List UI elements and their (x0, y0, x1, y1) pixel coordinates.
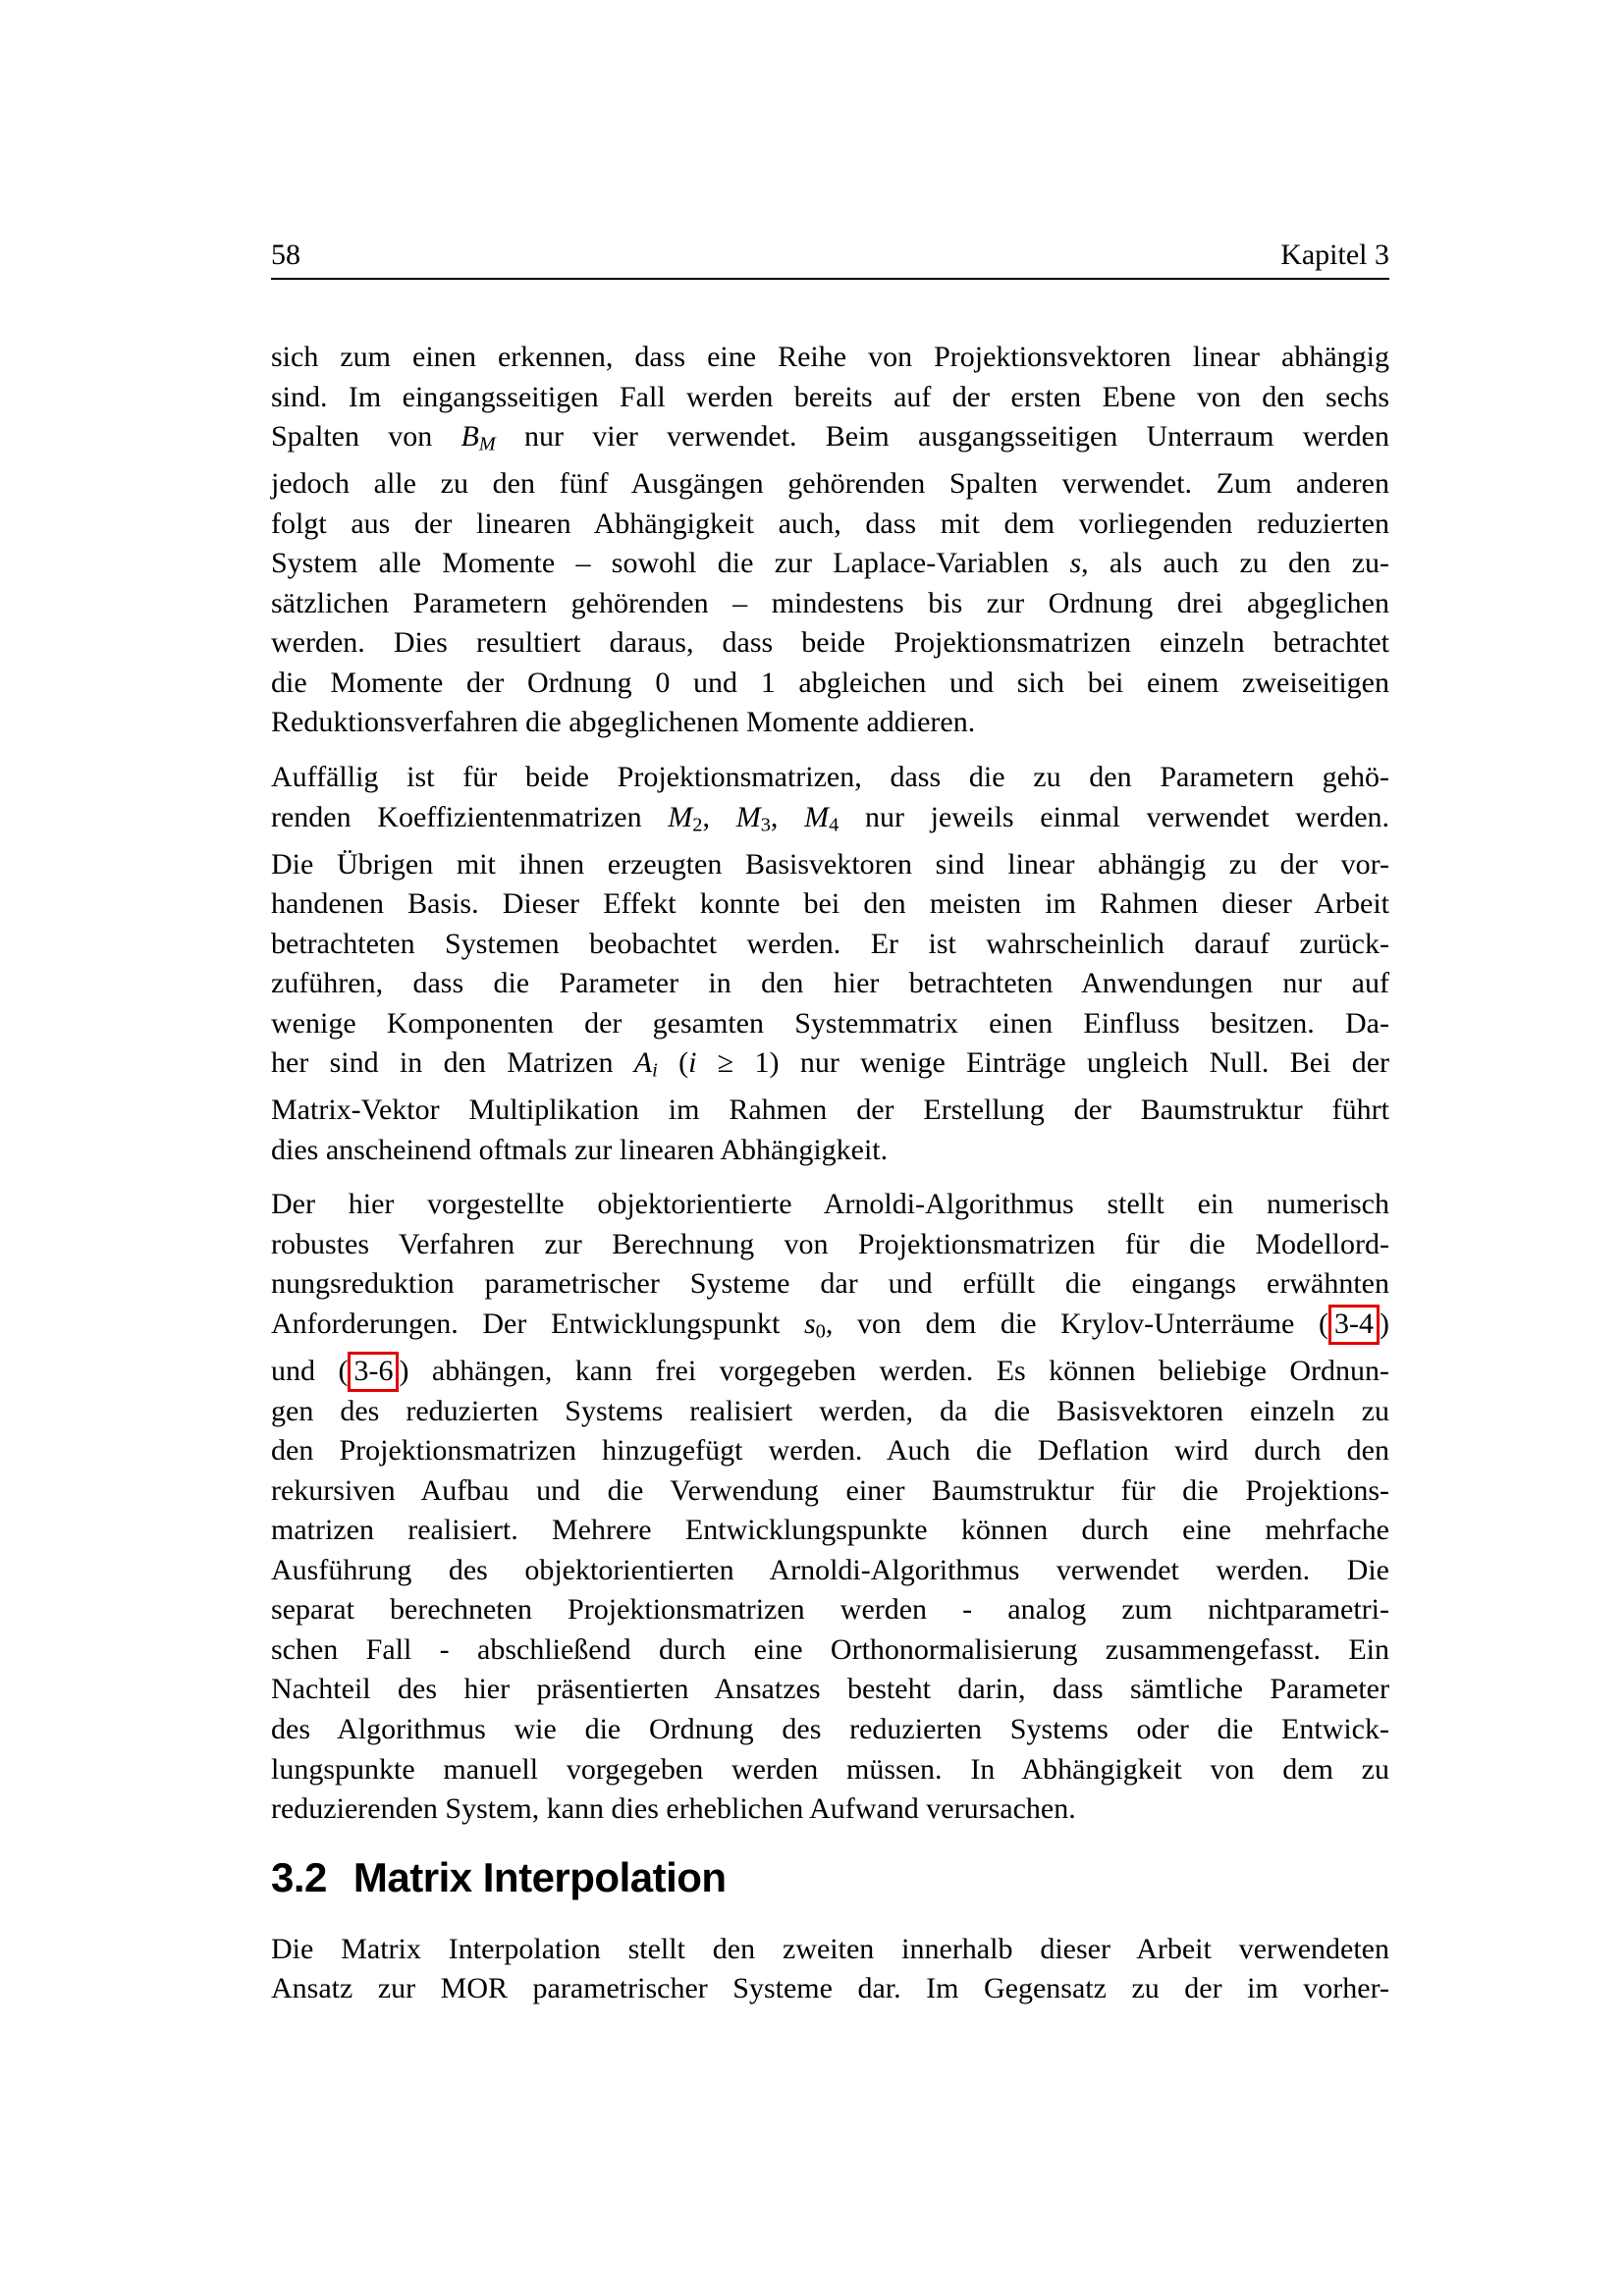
text-run: nungsreduktion parametrischer Systeme dar und erfüllt die eingangs erwähnten (271, 1267, 1389, 1301)
text-run: betrachteten Systemen beobachtet werden. Er ist wahrscheinlich darauf zurück- (271, 927, 1389, 960)
text-run: Matrix-Vektor Multiplikation im Rahmen der Erstellung der Baumstruktur führt (271, 1094, 1389, 1127)
math-subscript: 0 (815, 1320, 826, 1343)
paragraph (271, 758, 1389, 1170)
math-symbol: M (735, 800, 761, 833)
text-line (271, 964, 1389, 1004)
math-symbol: s (803, 1308, 816, 1341)
text-line (271, 1264, 1389, 1305)
text-run: sich zum einen erkennen, dass eine Reihe von Projektionsvektoren linear abhängig (271, 341, 1389, 373)
equation-ref-link[interactable]: 3-4 (1328, 1305, 1380, 1345)
text-run: werden. Dies resultiert daraus, dass beide Projektionsmatrizen einzeln betrachtet (271, 626, 1389, 660)
running-header (271, 240, 1389, 271)
text-run: ) abhängen, kann frei vorgegeben werden. Es können beliebige Ordnun- (399, 1355, 1389, 1388)
math-symbol: i (688, 1046, 697, 1080)
text-run: und ( (271, 1355, 349, 1388)
text-line (271, 1750, 1389, 1790)
text-run: Ausführung des objektorientierten Arnoldi-Algorithmus verwendet werden. Die (271, 1553, 1389, 1586)
paragraph (271, 338, 1389, 743)
paragraph (271, 1930, 1389, 2009)
text-line (271, 1630, 1389, 1671)
text-line (271, 1091, 1389, 1131)
text-run: Auffällig ist für beide Projektionsmatrizen, dass die zu den Parametern gehö- (271, 760, 1389, 793)
text-line (271, 1392, 1389, 1432)
text-line (271, 798, 1389, 845)
text-run: nur vier verwendet. Beim ausgangsseitigen Unterraum werden (495, 420, 1389, 454)
text-run: schen Fall - abschließend durch eine Orthonormalisierung zusammengefasst. Ein (271, 1632, 1389, 1666)
text-line (271, 1004, 1389, 1044)
math-subscript: 3 (760, 813, 771, 835)
text-run: ≥ 1) nur wenige Einträge ungleich Null. Bei der (696, 1046, 1390, 1080)
text-run: robustes Verfahren zur Berechnung von Projektionsmatrizen für die Modellord- (271, 1227, 1389, 1260)
text-run: dies anscheinend oftmals zur linearen Abhängigkeit. (271, 1133, 889, 1166)
text-line (271, 338, 1389, 378)
text-run: , von dem die Krylov-Unterräume ( (825, 1308, 1328, 1341)
text-run: wenige Komponenten der gesamten Systemmatrix einen Einfluss besitzen. Da- (271, 1006, 1389, 1040)
text-run: handenen Basis. Dieser Effekt konnte bei den meisten im Rahmen dieser Arbeit (271, 887, 1389, 921)
text-run: System alle Momente – sowohl die zur Laplace-Variablen (271, 547, 1070, 580)
text-run: den Projektionsmatrizen hinzugefügt werden. Auch die Deflation wird durch den (271, 1434, 1389, 1468)
text-run: ( (657, 1046, 689, 1080)
text-run: zuführen, dass die Parameter in den hier betrachteten Anwendungen nur auf (271, 967, 1389, 1000)
text-run: Reduktionsverfahren die abgeglichenen Momente addieren. (271, 706, 976, 739)
text-run: separat berechneten Projektionsmatrizen werden - analog zum nichtparametri- (271, 1593, 1389, 1627)
text-line (271, 1590, 1389, 1630)
text-line (271, 1185, 1389, 1225)
text-line (271, 1305, 1389, 1352)
text-line (271, 1431, 1389, 1471)
text-run: , (702, 800, 736, 833)
math-symbol: s (1069, 547, 1082, 580)
math-subscript: i (652, 1059, 658, 1082)
text-line (271, 544, 1389, 584)
text-run: des Algorithmus wie die Ordnung des reduzierten Systems oder die Entwick- (271, 1712, 1389, 1745)
text-line (271, 758, 1389, 798)
chapter-header: Kapitel 3 (1280, 239, 1389, 271)
text-line (271, 664, 1389, 704)
text-line (271, 1225, 1389, 1265)
text-run: Nachteil des hier präsentierten Ansatzes besteht darin, dass sämtliche Parameter (271, 1673, 1389, 1706)
text-run: reduzierenden System, kann dies erheblichen Aufwand verursachen. (271, 1792, 1076, 1826)
text-run: sätzlichen Parametern gehörenden – mindestens bis zur Ordnung drei abgeglichen (271, 586, 1389, 619)
section-number: 3.2 (271, 1853, 327, 1900)
text-run: , (770, 800, 805, 833)
math-symbol: M (804, 800, 830, 833)
text-line (271, 1551, 1389, 1591)
page-number: 58 (271, 239, 300, 271)
text-run: Anforderungen. Der Entwicklungspunkt (271, 1308, 804, 1341)
text-run: folgt aus der linearen Abhängigkeit auch, dass mit dem vorliegenden reduzierten (271, 507, 1389, 540)
math-subscript: 4 (829, 813, 839, 835)
text-line (271, 1131, 1389, 1171)
text-run: Die Übrigen mit ihnen erzeugten Basisvektoren sind linear abhängig zu der vor- (271, 847, 1389, 881)
paragraph (271, 1185, 1389, 1829)
text-line (271, 1789, 1389, 1830)
text-line (271, 1969, 1389, 2009)
text-run: lungspunkte manuell vorgegeben werden müssen. In Abhängigkeit von dem zu (271, 1752, 1389, 1786)
text-run: Der hier vorgestellte objektorientierte Arnoldi-Algorithmus stellt ein numerisch (271, 1188, 1389, 1221)
text-line (271, 1710, 1389, 1750)
text-run: Die Matrix Interpolation stellt den zweiten innerhalb dieser Arbeit verwendeten (271, 1932, 1389, 1965)
text-line (271, 884, 1389, 925)
math-symbol: A (633, 1046, 653, 1080)
text-line (271, 845, 1389, 885)
math-subscript: M (478, 433, 496, 455)
math-subscript: 2 (692, 813, 703, 835)
text-line (271, 623, 1389, 664)
text-run: Ansatz zur MOR parametrischer Systeme dar. Im Gegensatz zu der im vorher- (271, 1972, 1389, 2005)
text-line (271, 703, 1389, 743)
text-line (271, 378, 1389, 418)
text-column (271, 338, 1389, 2009)
text-run: gen des reduzierten Systems realisiert werden, da die Basisvektoren einzeln zu (271, 1394, 1389, 1427)
text-run: , als auch zu den zu- (1081, 547, 1389, 580)
text-line (271, 1670, 1389, 1710)
math-symbol: M (668, 800, 693, 833)
text-run: her sind in den Matrizen (271, 1046, 634, 1080)
text-line (271, 925, 1389, 965)
text-line (271, 1043, 1389, 1091)
text-run: ) (1380, 1308, 1389, 1341)
text-line (271, 1930, 1389, 1970)
text-line (271, 464, 1389, 505)
math-symbol: B (460, 420, 479, 454)
text-run: die Momente der Ordnung 0 und 1 abgleichen und sich bei einem zweiseitigen (271, 666, 1389, 699)
text-line (271, 505, 1389, 545)
section-heading (271, 1854, 1389, 1901)
header-rule (271, 278, 1389, 280)
text-line (271, 584, 1389, 624)
section-title: Matrix Interpolation (352, 1853, 727, 1900)
text-run: matrizen realisiert. Mehrere Entwicklungspunkte können durch eine mehrfache (271, 1514, 1389, 1547)
text-run: renden Koeffizientenmatrizen (271, 800, 669, 833)
text-run: Spalten von (271, 420, 461, 454)
text-run: rekursiven Aufbau und die Verwendung einer Baumstruktur für die Projektions- (271, 1473, 1389, 1507)
text-run: nur jeweils einmal verwendet werden. (839, 800, 1390, 833)
text-run: sind. Im eingangsseitigen Fall werden bereits auf der ersten Ebene von den sechs (271, 380, 1389, 413)
equation-ref-link[interactable]: 3-6 (348, 1352, 399, 1392)
text-line (271, 1352, 1389, 1392)
text-line (271, 1511, 1389, 1551)
text-line (271, 1471, 1389, 1512)
text-run: jedoch alle zu den fünf Ausgängen gehörenden Spalten verwendet. Zum anderen (271, 467, 1389, 501)
text-line (271, 417, 1389, 464)
